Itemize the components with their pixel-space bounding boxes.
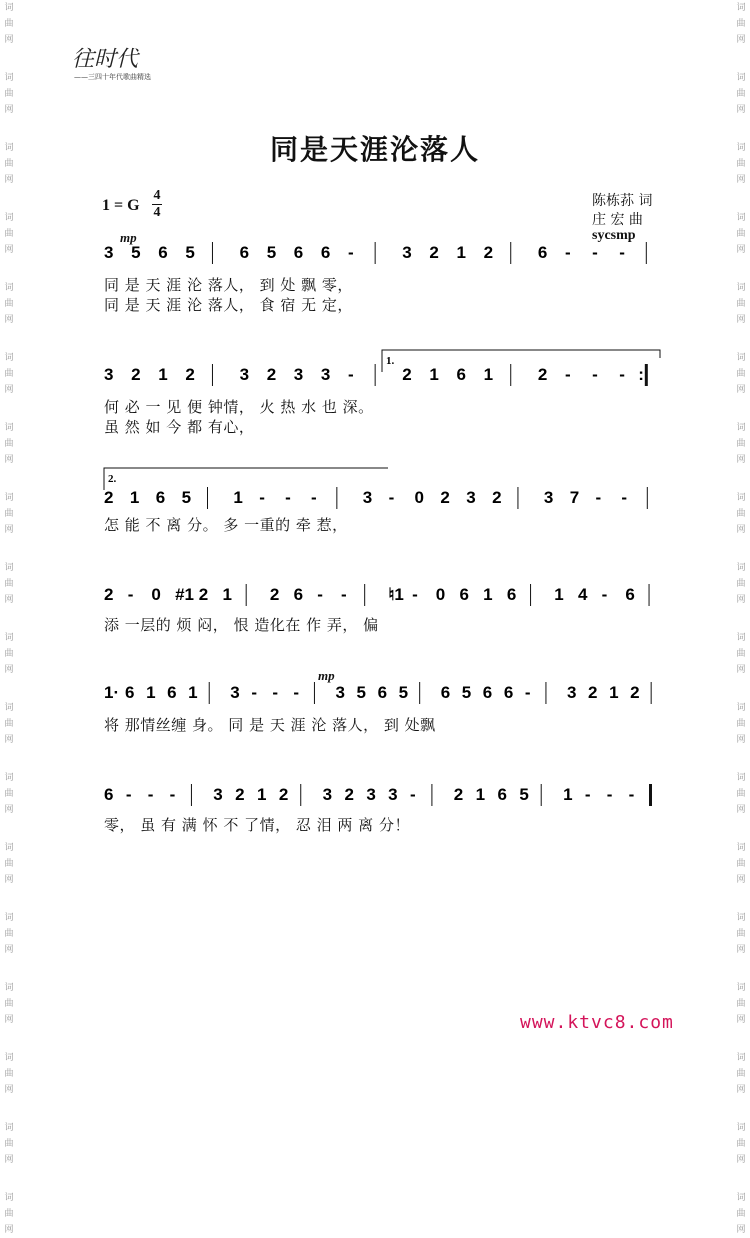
lyric-line: 将 那情丝缠 身。 同 是 天 涯 沦 落人， 到 处飘 xyxy=(104,716,436,734)
note: - xyxy=(340,585,347,604)
note: - xyxy=(584,785,591,804)
composer-credit: 庄 宏 曲 xyxy=(592,212,643,228)
note: 0 xyxy=(414,488,424,507)
note: 6 xyxy=(497,785,507,804)
notation-row xyxy=(104,487,647,509)
watermark-char: 网 xyxy=(4,1085,14,1095)
watermark-char: 网 xyxy=(736,875,746,885)
note: ♮1 xyxy=(388,585,404,604)
watermark-char: 网 xyxy=(4,735,14,745)
watermark-char: 曲 xyxy=(736,439,746,449)
note: 6 xyxy=(158,243,168,262)
note: 2 xyxy=(104,585,114,604)
watermark-char: 曲 xyxy=(4,859,14,869)
watermark-char: 网 xyxy=(4,595,14,605)
watermark-char: 网 xyxy=(736,245,746,255)
note: 1 xyxy=(475,785,486,804)
note: 1 xyxy=(483,365,494,384)
watermark-char: 网 xyxy=(4,175,14,185)
note: - xyxy=(259,488,265,507)
note: 2 xyxy=(492,488,502,507)
note: - xyxy=(127,585,134,604)
volta-1-label: 1. xyxy=(386,355,395,367)
watermark-char: 网 xyxy=(4,945,14,955)
watermark-char: 曲 xyxy=(4,929,14,939)
note: - xyxy=(595,488,602,507)
watermark-char: 词 xyxy=(736,493,746,503)
watermark-char: 曲 xyxy=(736,649,746,659)
note: 1 xyxy=(129,488,140,507)
note: - xyxy=(592,243,598,262)
note: - xyxy=(125,785,132,804)
volta-2-bracket xyxy=(104,468,388,490)
song-title: 同是天涯沦落人 xyxy=(269,133,480,166)
watermark-char: 网 xyxy=(4,455,14,465)
note: 3 xyxy=(388,785,398,804)
watermark-char: 词 xyxy=(736,563,746,573)
watermark-char: 曲 xyxy=(736,1069,746,1079)
note: 5 xyxy=(461,683,472,702)
note: 2 xyxy=(630,683,640,702)
watermark-char: 网 xyxy=(736,1015,746,1025)
watermark-char: 曲 xyxy=(4,159,14,169)
watermark-char: 曲 xyxy=(736,789,746,799)
lyric-line: 零， 虽 有 满 怀 不 了情， 忍 泪 两 离 分！ xyxy=(104,816,410,834)
notation-row xyxy=(104,584,649,606)
note: 2 xyxy=(266,365,277,384)
note: 6 xyxy=(459,585,469,604)
watermark-char: 词 xyxy=(736,703,746,713)
watermark-char: 网 xyxy=(4,665,14,675)
watermark-char: 词 xyxy=(4,353,14,363)
logo-mark: 往时代 xyxy=(72,47,139,72)
watermark-char: 词 xyxy=(736,773,746,783)
watermark-char: 网 xyxy=(4,1225,14,1235)
volta-2-label: 2. xyxy=(108,473,117,485)
note: 5 xyxy=(356,683,367,702)
note: 6 xyxy=(482,683,493,702)
note: 6 xyxy=(104,785,114,804)
note: - xyxy=(285,488,291,507)
repeat-sign: : xyxy=(638,365,644,384)
note: 2 xyxy=(344,785,354,804)
key-signature: 1 = G xyxy=(102,197,140,214)
watermark-char: 曲 xyxy=(4,649,14,659)
watermark-char: 曲 xyxy=(4,999,14,1009)
watermark-char: 网 xyxy=(4,1155,14,1165)
note: 4 xyxy=(577,585,588,604)
note: 3 xyxy=(104,243,114,262)
watermark-char: 曲 xyxy=(736,1139,746,1149)
watermark-char: 词 xyxy=(736,1193,746,1203)
watermark-char: 词 xyxy=(4,493,14,503)
note: 5 xyxy=(519,785,529,804)
note: 5 xyxy=(185,243,195,262)
note: 3 xyxy=(543,488,554,507)
lyric-line: 添 一层的 烦 闷， 恨 造化在 作 弄， 偏 xyxy=(104,616,379,634)
watermark-char: 曲 xyxy=(4,439,14,449)
note: 2 xyxy=(453,785,464,804)
watermark-char: 曲 xyxy=(736,229,746,239)
watermark-char: 曲 xyxy=(4,719,14,729)
watermark-char: 网 xyxy=(736,1155,746,1165)
note: 3 xyxy=(402,243,412,262)
note: 2 xyxy=(588,683,598,702)
watermark-char: 词 xyxy=(4,1193,14,1203)
watermark-char: 网 xyxy=(736,805,746,815)
note: 2 xyxy=(269,585,280,604)
note: 2 xyxy=(198,585,209,604)
note: 1 xyxy=(563,785,573,804)
watermark-char: 曲 xyxy=(4,789,14,799)
note: - xyxy=(606,785,613,804)
watermark-char: 网 xyxy=(4,805,14,815)
watermark-char: 网 xyxy=(736,1085,746,1095)
logo-subtitle: ——三四十年代歌曲精选 xyxy=(74,73,151,81)
note: 6 xyxy=(377,683,388,702)
watermark-char: 曲 xyxy=(736,859,746,869)
note: 1 xyxy=(609,683,619,702)
note: 1 xyxy=(429,365,439,384)
watermark-char: 网 xyxy=(4,385,14,395)
watermark-char: 网 xyxy=(4,875,14,885)
watermark-char: 曲 xyxy=(736,19,746,29)
watermark-char: 曲 xyxy=(4,369,14,379)
note: - xyxy=(564,243,571,262)
site-url[interactable]: www.ktvc8.com xyxy=(520,1012,674,1033)
watermark-char: 词 xyxy=(4,1123,14,1133)
note: - xyxy=(524,683,531,702)
watermark-char: 网 xyxy=(4,1015,14,1025)
note: 1 xyxy=(456,243,466,262)
note: 2 xyxy=(185,365,195,384)
note: 6 xyxy=(625,585,635,604)
watermark-char: 曲 xyxy=(736,929,746,939)
watermark-char: 曲 xyxy=(736,1209,746,1219)
note: - xyxy=(412,585,418,604)
watermark-char: 网 xyxy=(736,945,746,955)
note: - xyxy=(251,683,257,702)
note: 1 xyxy=(158,365,168,384)
note: - xyxy=(348,365,354,384)
note: 1 xyxy=(146,683,156,702)
lyricist-credit: 陈栋荪 词 xyxy=(592,193,653,209)
watermark-char: 曲 xyxy=(4,1069,14,1079)
watermark-char: 曲 xyxy=(4,229,14,239)
note: 5 xyxy=(266,243,277,262)
watermark-char: 网 xyxy=(736,455,746,465)
watermark-char: 词 xyxy=(736,73,746,83)
watermark-char: 词 xyxy=(736,633,746,643)
note: - xyxy=(564,365,571,384)
note: 1 xyxy=(233,488,243,507)
watermark-char: 词 xyxy=(736,3,746,13)
watermark-char: 曲 xyxy=(736,719,746,729)
watermark-char: 词 xyxy=(4,633,14,643)
watermark-char: 网 xyxy=(4,105,14,115)
note: 3 xyxy=(466,488,476,507)
note: - xyxy=(601,585,608,604)
note: 6 xyxy=(440,683,451,702)
note: 3 xyxy=(366,785,376,804)
watermark-char: 词 xyxy=(736,213,746,223)
watermark-char: 曲 xyxy=(736,299,746,309)
note: 1 xyxy=(554,585,564,604)
notation-row xyxy=(104,364,646,386)
watermark-char: 词 xyxy=(4,773,14,783)
watermark-char: 网 xyxy=(736,735,746,745)
watermark-char: 词 xyxy=(736,143,746,153)
note: - xyxy=(388,488,395,507)
watermark-char: 词 xyxy=(736,913,746,923)
note: - xyxy=(348,243,354,262)
watermark-char: 曲 xyxy=(736,579,746,589)
time-sig-top: 4 xyxy=(153,188,161,203)
watermark-char: 曲 xyxy=(736,89,746,99)
note: 6 xyxy=(320,243,331,262)
note: 3 xyxy=(213,785,223,804)
note: 2 xyxy=(104,488,114,507)
note: - xyxy=(293,683,300,702)
lyric-line: 怎 能 不 离 分。 多 一重的 牵 惹， xyxy=(104,516,348,534)
note: 3 xyxy=(322,785,333,804)
notation-row xyxy=(104,682,651,704)
note: 2 xyxy=(429,243,439,262)
note: 6 xyxy=(503,683,514,702)
note: 5 xyxy=(181,488,192,507)
watermark-char: 网 xyxy=(4,35,14,45)
note: 1 xyxy=(188,683,198,702)
watermark-char: 词 xyxy=(736,423,746,433)
note: 5 xyxy=(131,243,141,262)
watermark-char: 网 xyxy=(736,665,746,675)
watermark-char: 词 xyxy=(736,1123,746,1133)
note: - xyxy=(619,365,625,384)
note: 6 xyxy=(456,365,466,384)
note: 6 xyxy=(125,683,135,702)
watermark-char: 曲 xyxy=(4,19,14,29)
watermark-char: 词 xyxy=(4,283,14,293)
watermark-char: 网 xyxy=(736,35,746,45)
note: - xyxy=(310,488,317,507)
note: 7 xyxy=(569,488,580,507)
watermark-char: 词 xyxy=(4,983,14,993)
lyric-line: 同 是 天 涯 沦 落人， 到 处 飘 零， xyxy=(104,276,353,294)
note: 3 xyxy=(362,488,373,507)
note: 6 xyxy=(239,243,250,262)
watermark-char: 曲 xyxy=(4,299,14,309)
watermark-char: 曲 xyxy=(4,1139,14,1149)
watermark-char: 词 xyxy=(736,283,746,293)
note: 2 xyxy=(402,365,412,384)
watermark-char: 词 xyxy=(4,1053,14,1063)
dynamic-mp-1: mp xyxy=(120,230,137,245)
watermark-char: 网 xyxy=(736,315,746,325)
watermark-char: 词 xyxy=(4,703,14,713)
note: 3 xyxy=(566,683,577,702)
notation-row xyxy=(104,784,651,806)
note: 3 xyxy=(335,683,345,702)
watermark-char: 词 xyxy=(4,563,14,573)
note: 3 xyxy=(104,365,114,384)
note: - xyxy=(410,785,416,804)
note: #1 xyxy=(175,585,195,604)
note: 2 xyxy=(440,488,450,507)
note: - xyxy=(169,785,176,804)
watermark-char: 网 xyxy=(736,595,746,605)
watermark-char: 曲 xyxy=(736,509,746,519)
time-sig-bottom: 4 xyxy=(153,205,161,220)
lyric-line: 同 是 天 涯 沦 落人， 食 宿 无 定， xyxy=(104,296,353,314)
watermark-char: 网 xyxy=(736,385,746,395)
watermark-char: 曲 xyxy=(736,159,746,169)
note: 2 xyxy=(537,365,548,384)
note: 1· xyxy=(104,683,120,702)
note: - xyxy=(619,243,625,262)
watermark-char: 词 xyxy=(736,843,746,853)
note: 5 xyxy=(398,683,409,702)
note: 3 xyxy=(320,365,331,384)
watermark-char: 曲 xyxy=(4,579,14,589)
watermark-char: 词 xyxy=(4,423,14,433)
note: 2 xyxy=(278,785,289,804)
lyric-line: 虽 然 如 今 都 有心， xyxy=(104,418,255,436)
note: 6 xyxy=(167,683,177,702)
watermark-char: 词 xyxy=(736,353,746,363)
note: 2 xyxy=(235,785,245,804)
note: - xyxy=(317,585,323,604)
watermark-char: 词 xyxy=(4,143,14,153)
dynamic-mp-2: mp xyxy=(318,668,335,683)
notation-row xyxy=(104,242,646,264)
note: 6 xyxy=(293,243,304,262)
note: 1 xyxy=(483,585,493,604)
watermark-char: 网 xyxy=(736,175,746,185)
note: 6 xyxy=(155,488,166,507)
note: 1 xyxy=(257,785,267,804)
note: 3 xyxy=(239,365,250,384)
watermark-char: 网 xyxy=(736,525,746,535)
watermark-char: 曲 xyxy=(736,999,746,1009)
note: 3 xyxy=(293,365,304,384)
watermark-char: 网 xyxy=(4,525,14,535)
note: 6 xyxy=(537,243,548,262)
note: 0 xyxy=(151,585,161,604)
note: - xyxy=(621,488,628,507)
watermark-char: 曲 xyxy=(736,369,746,379)
note: 3 xyxy=(230,683,240,702)
watermark-char: 网 xyxy=(4,315,14,325)
note: 6 xyxy=(506,585,517,604)
watermark-char: 网 xyxy=(736,1225,746,1235)
watermark-char: 词 xyxy=(736,1053,746,1063)
watermark-char: 曲 xyxy=(4,509,14,519)
note: 6 xyxy=(293,585,304,604)
watermark-char: 词 xyxy=(736,983,746,993)
watermark-char: 词 xyxy=(4,843,14,853)
note: 0 xyxy=(435,585,446,604)
note: - xyxy=(272,683,279,702)
watermark-char: 词 xyxy=(4,73,14,83)
note: - xyxy=(592,365,598,384)
lyric-line: 何 必 一 见 便 钟情， 火 热 水 也 深。 xyxy=(104,398,374,416)
note: - xyxy=(147,785,154,804)
note: 2 xyxy=(483,243,494,262)
watermark-char: 网 xyxy=(736,105,746,115)
watermark-char: 词 xyxy=(4,913,14,923)
arranger-credit: sycsmp xyxy=(592,228,636,243)
watermark-char: 曲 xyxy=(4,1209,14,1219)
watermark-char: 词 xyxy=(4,213,14,223)
note: 2 xyxy=(131,365,141,384)
watermark-char: 网 xyxy=(4,245,14,255)
note: - xyxy=(628,785,635,804)
note: 1 xyxy=(222,585,232,604)
watermark-char: 曲 xyxy=(4,89,14,99)
watermark-char: 词 xyxy=(4,3,14,13)
